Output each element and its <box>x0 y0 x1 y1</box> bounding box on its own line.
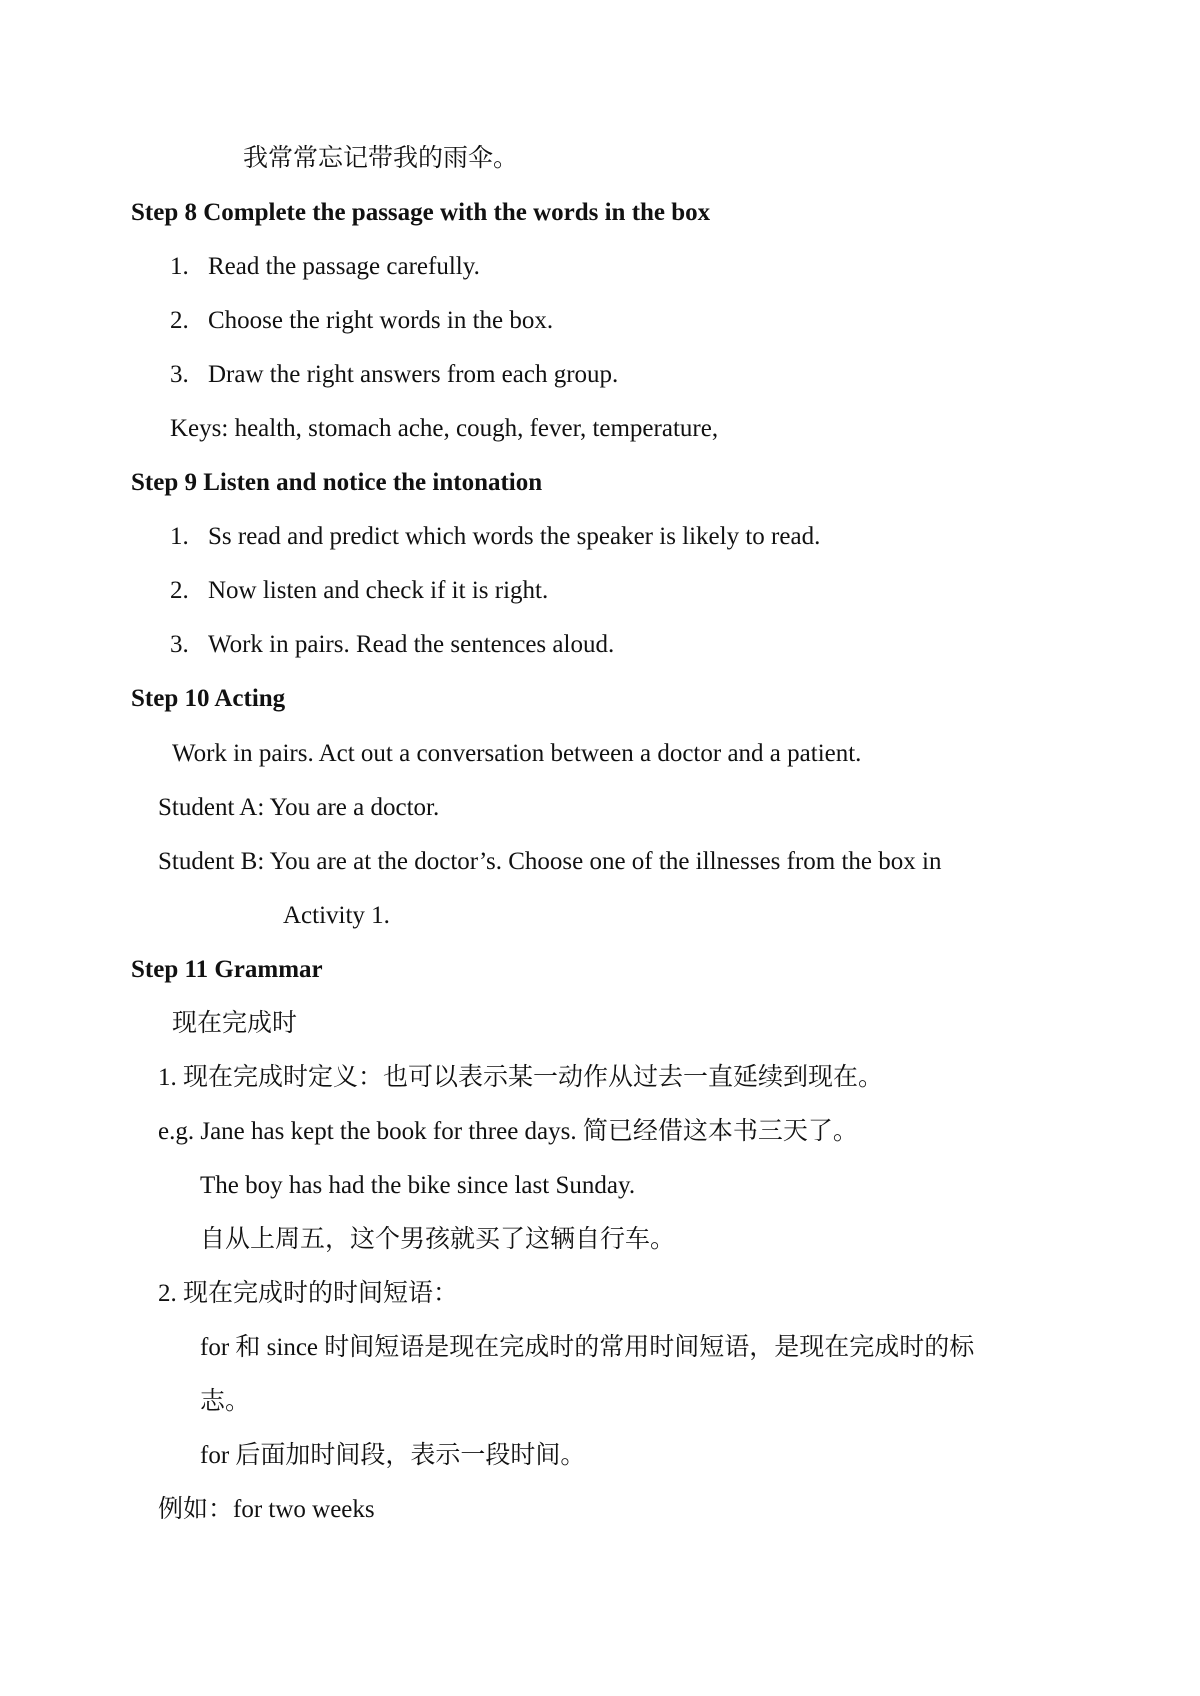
list-number: 1. <box>170 253 189 280</box>
step9-item-1 <box>170 521 820 553</box>
list-item-text: Now listen and check if it is right. <box>208 577 549 604</box>
grammar-example-2: The boy has had the bike since last Sunday. <box>200 1172 636 1199</box>
grammar-point-2-text-continued: 志。 <box>200 1388 251 1415</box>
grammar-subtitle: 现在完成时 <box>172 1010 298 1037</box>
step10-title: Step 10 Acting <box>131 685 286 712</box>
step9-item-2 <box>170 575 548 607</box>
list-item-text: Ss read and predict which words the speaker is likely to read. <box>208 523 821 550</box>
step9-item-3 <box>170 629 614 661</box>
step8-item-2 <box>170 305 553 337</box>
list-item-text: Read the passage carefully. <box>208 253 480 280</box>
student-b-line: Student B: You are at the doctor’s. Choose one of the illnesses from the box in <box>158 848 942 875</box>
student-b-line-continued: Activity 1. <box>283 902 390 929</box>
list-number: 3. <box>170 361 189 388</box>
list-item-text: Draw the right answers from each group. <box>208 361 619 388</box>
list-number: 2. <box>170 577 189 604</box>
step11-title: Step 11 Grammar <box>131 956 323 983</box>
intro-line: 我常常忘记带我的雨伞。 <box>243 145 519 172</box>
list-item-text: Work in pairs. Read the sentences aloud. <box>208 631 615 658</box>
step8-keys: Keys: health, stomach ache, cough, fever, temperature, <box>170 415 719 442</box>
grammar-point-2-text: for 和 since 时间短语是现在完成时的常用时间短语，是现在完成时的标 <box>200 1334 975 1361</box>
step9-title: Step 9 Listen and notice the intonation <box>131 469 543 496</box>
step8-item-3 <box>170 359 618 391</box>
grammar-example-2-translation: 自从上周五，这个男孩就买了这辆自行车。 <box>200 1226 676 1253</box>
step10-instruction: Work in pairs. Act out a conversation between a doctor and a patient. <box>172 740 862 767</box>
step8-title: Step 8 Complete the passage with the words in the box <box>131 199 711 226</box>
example-label: 例如：for two weeks <box>158 1496 375 1523</box>
grammar-point-1: 1. 现在完成时定义：也可以表示某一动作从过去一直延续到现在。 <box>158 1064 884 1091</box>
list-number: 2. <box>170 307 189 334</box>
step8-item-1 <box>170 251 480 283</box>
student-a-line: Student A: You are a doctor. <box>158 794 440 821</box>
for-note: for 后面加时间段，表示一段时间。 <box>200 1442 586 1469</box>
list-item-text: Choose the right words in the box. <box>208 307 554 334</box>
list-number: 1. <box>170 523 189 550</box>
grammar-example-1: e.g. Jane has kept the book for three days. 简已经借这本书三天了。 <box>158 1118 858 1145</box>
list-number: 3. <box>170 631 189 658</box>
grammar-point-2: 2. 现在完成时的时间短语： <box>158 1280 459 1307</box>
